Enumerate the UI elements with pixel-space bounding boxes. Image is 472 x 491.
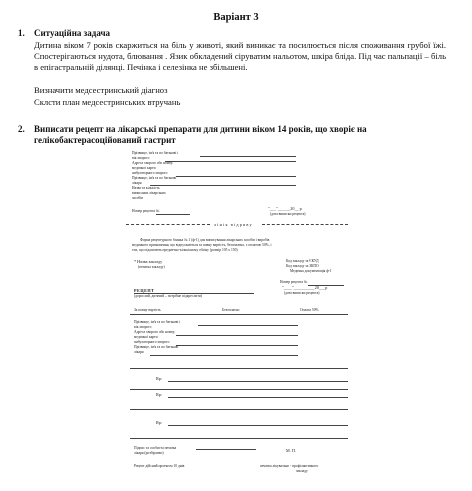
blank-date-field: "____"__________20___р [282, 285, 328, 290]
stub-field-label: засобів [132, 196, 143, 200]
doctor-signature-label: Підпис та особиста печатка [134, 446, 177, 450]
patient-field-label: вік хворого [134, 325, 152, 329]
question-1-heading: Ситуаційна задача [34, 28, 111, 38]
page-title: Варіант 3 [213, 12, 259, 23]
stub-field-label: Прізвище, ім'я та по батькові і [132, 151, 179, 155]
patient-field-label: Адреса хворого або номер [134, 330, 175, 334]
question-1-number: 1. [18, 28, 25, 38]
patient-field-label: Прізвище, ім'я та по батькові і [134, 320, 181, 324]
stub-field-label: вік хворого [132, 156, 150, 160]
rp-label-3: Rp: [156, 420, 163, 425]
question-1-task-1: Визначити медсестринський діагноз [34, 85, 168, 95]
institution-stamp-caption: (печатка закладу) [138, 265, 165, 269]
code-zkpo: Код закладу за ЗКПО [286, 264, 319, 268]
recipe-validity: Рецепт дійсний протягом 10 днів [134, 464, 185, 468]
institution-name-label: * Назва закладу [134, 259, 163, 264]
rp-label-1: Rp: [156, 376, 163, 381]
question-2-heading-line-1: Виписати рецепт на лікарські препарати для дитини віком 14 років, що хворіє на [34, 124, 367, 134]
stub-recipe-number: Номер рецепта № [132, 209, 160, 213]
patient-field-label: медичної карти [134, 335, 158, 339]
stub-date-field: "___"______20__ р [268, 206, 302, 211]
patient-field-label: амбулаторного хворого [134, 340, 170, 344]
form-description: Форма рецептурного бланка № 1 (ф-1) для виписування лікарських засобів і виробів [140, 238, 270, 242]
tear-line-label: лінія відриву [214, 222, 253, 227]
blank-recipe-number: Номер рецепта № [280, 280, 308, 284]
question-1-paragraph: Дитина віком 7 років скаржиться на біль у животі, який виникає та посилюється після споживання грубої їжі. Спостерігаються нудота, блювання . Язик обкладений сіруватим нальотом, шкіра бліда. Під час пальпації – біль в епігастральній ділянці. Печінка і селезінка не збільшені. [34, 40, 446, 73]
stub-field-label: виписаних лікарських [132, 191, 166, 195]
form-description: медичного призначення, що відпускаються за повну вартість, безоплатно, з оплатою 50%, і [132, 243, 272, 247]
stub-field-label: медичної карти [132, 166, 156, 170]
question-2-heading-line-2: гелікобактерасоційований гастрит [34, 135, 176, 145]
stub-field-label: Прізвище, ім'я та по батькові [132, 176, 177, 180]
stub-field-label: Адреса хворого або номер [132, 161, 173, 165]
payment-free: Безоплатно [222, 308, 240, 312]
patient-field-label: Прізвище, ім'я та по батькові [134, 345, 179, 349]
recipe-subtitle: (дорослий, дитячий – потрібне підкреслити) [134, 294, 203, 298]
question-2-number: 2. [18, 124, 25, 134]
blank-date-caption: (дата виписки рецепта) [284, 291, 320, 295]
doctor-signature-caption: лікаря (розбірливо) [134, 451, 164, 455]
code-edrpou: Код закладу за ЄКУД [286, 259, 319, 263]
form-description: тих, що підлягають предметно-кількісному обліку (розмір 105 х 150) [132, 248, 238, 252]
institution-stamp-bottom: печатка лікувально - профілактичного [260, 464, 319, 468]
patient-field-label: лікаря [134, 350, 144, 354]
payment-half: Оплата 50% [300, 308, 319, 312]
recipe-title: РЕЦЕПТ [134, 288, 155, 293]
stub-field-label: лікаря [132, 181, 142, 185]
question-1-task-2: Склсти план медсестринських втручань [34, 97, 181, 107]
stub-field-label: амбулаторного хворого [132, 171, 168, 175]
institution-stamp-bottom-sub: закладу [296, 469, 308, 473]
medical-documentation: Медична документація ф-1 [290, 269, 332, 273]
stub-field-label: Назва та кількість [132, 186, 160, 190]
stamp-mp: М. П. [286, 448, 296, 453]
payment-full: За повну вартість [134, 308, 161, 312]
rp-label-2: Rp: [156, 392, 163, 397]
stub-date-caption: (дата виписки рецепта) [270, 212, 306, 216]
